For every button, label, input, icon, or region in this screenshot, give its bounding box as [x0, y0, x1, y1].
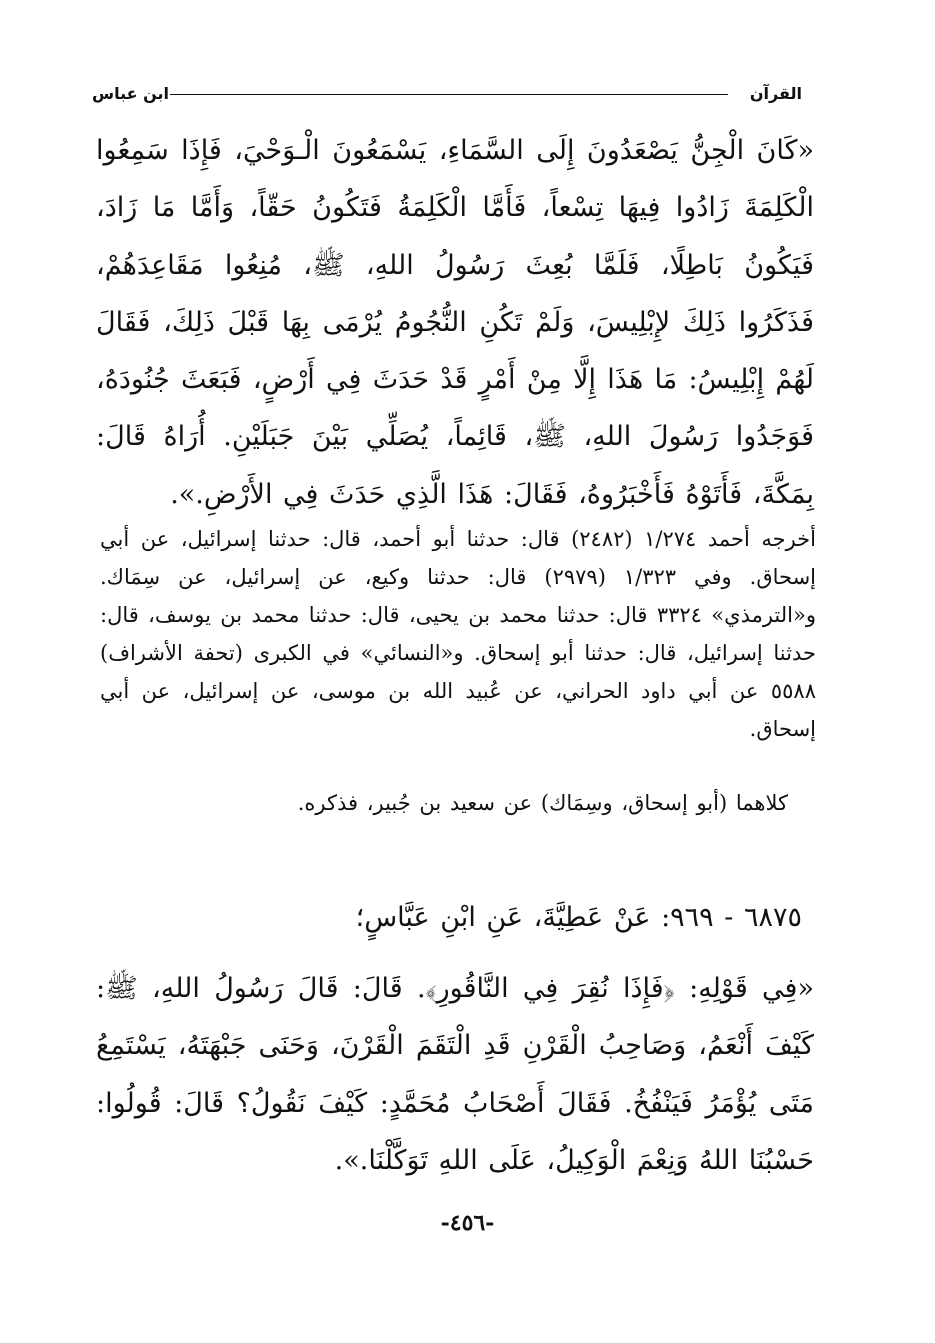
page-number: -٤٥٦- — [440, 1210, 495, 1236]
hadith-number-heading: ٦٨٧٥ - ٩٦٩: عَنْ عَطِيَّةَ، عَنِ ابْنِ عَبَّاسٍ؛ — [355, 902, 802, 933]
header-book-title: القرآن — [749, 84, 802, 103]
running-header — [92, 84, 802, 108]
header-section-title: ابن عباس — [92, 84, 170, 103]
takhrij-footnote: أخرجه أحمد ١/٢٧٤ (٢٤٨٢) قال: حدثنا أبو أحمد، قال: حدثنا إسرائيل، عن أبي إسحاق. وفي ١/٣٢٣ (٢٩٧٩) قال: حدثنا وكيع، عن إسرائيل، عن سِمَاك. و«الترمذي» ٣٣٢٤ قال: حدثنا محمد بن يحيى، قال: حدثنا محمد بن يوسف، قال: حدثنا إسرائيل، قال: حدثنا أبو إسحاق. و«النسائي» في الكبرى (تحفة الأشراف) ٥٥٨٨ عن أبي داود الحراني، عن عُبيد الله بن موسى، عن إسرائيل، عن أبي إسحاق. — [100, 527, 816, 741]
header-rule — [170, 94, 728, 95]
hadith-text-2: «فِي قَوْلِهِ: ﴿فَإِذَا نُقِرَ فِي النَّاقُورِ﴾. قَالَ: قَالَ رَسُولُ اللهِ، ﷺ: كَيْفَ أَنْعَمُ، وَصَاحِبُ الْقَرْنِ قَدِ الْتَقَمَ الْقَرْنَ، وَحَنَى جَبْهَتَهُ، يَسْتَمِعُ مَتَى يُؤْمَرُ فَيَنْفُخُ. فَقَالَ أَصْحَابُ مُحَمَّدٍ: كَيْفَ نَقُولُ؟ قَالَ: قُولُوا: حَسْبُنَا اللهُ وَنِعْمَ الْوَكِيلُ، عَلَى اللهِ تَوَكَّلْنَا.». — [96, 973, 814, 1176]
takhrij-conclusion: كلاهما (أبو إسحاق، وسِمَاك) عن سعيد بن جُبير، فذكره. — [297, 791, 788, 815]
hadith-text-1: «كَانَ الْجِنُّ يَصْعَدُونَ إِلَى السَّمَاءِ، يَسْمَعُونَ الْـوَحْيَ، فَإِذَا سَمِعُوا الْكَلِمَةَ زَادُوا فِيهَا تِسْعاً، فَأَمَّا الْكَلِمَةُ فَتَكُونُ حَقّاً، وَأَمَّا مَا زَادَ، فَيَكُونُ بَاطِلًا، فَلَمَّا بُعِثَ رَسُولُ اللهِ، ﷺ، مُنِعُوا مَقَاعِدَهُمْ، فَذَكَرُوا ذَلِكَ لإِبْلِيسَ، وَلَمْ تَكُنِ النُّجُومُ يُرْمَى بِهَا قَبْلَ ذَلِكَ، فَقَالَ لَهُمْ إِبْلِيسُ: مَا هَذَا إِلَّا مِنْ أَمْرٍ قَدْ حَدَثَ فِي أَرْضٍ، فَبَعَثَ جُنُودَهُ، فَوَجَدُوا رَسُولَ اللهِ، ﷺ، قَائِماً، يُصَلِّي بَيْنَ جَبَلَيْنِ. أُرَاهُ قَالَ: بِمَكَّةَ، فَأَتَوْهُ فَأَخْبَرُوهُ، فَقَالَ: هَذَا الَّذِي حَدَثَ فِي الأَرْضِ.». — [96, 135, 814, 510]
